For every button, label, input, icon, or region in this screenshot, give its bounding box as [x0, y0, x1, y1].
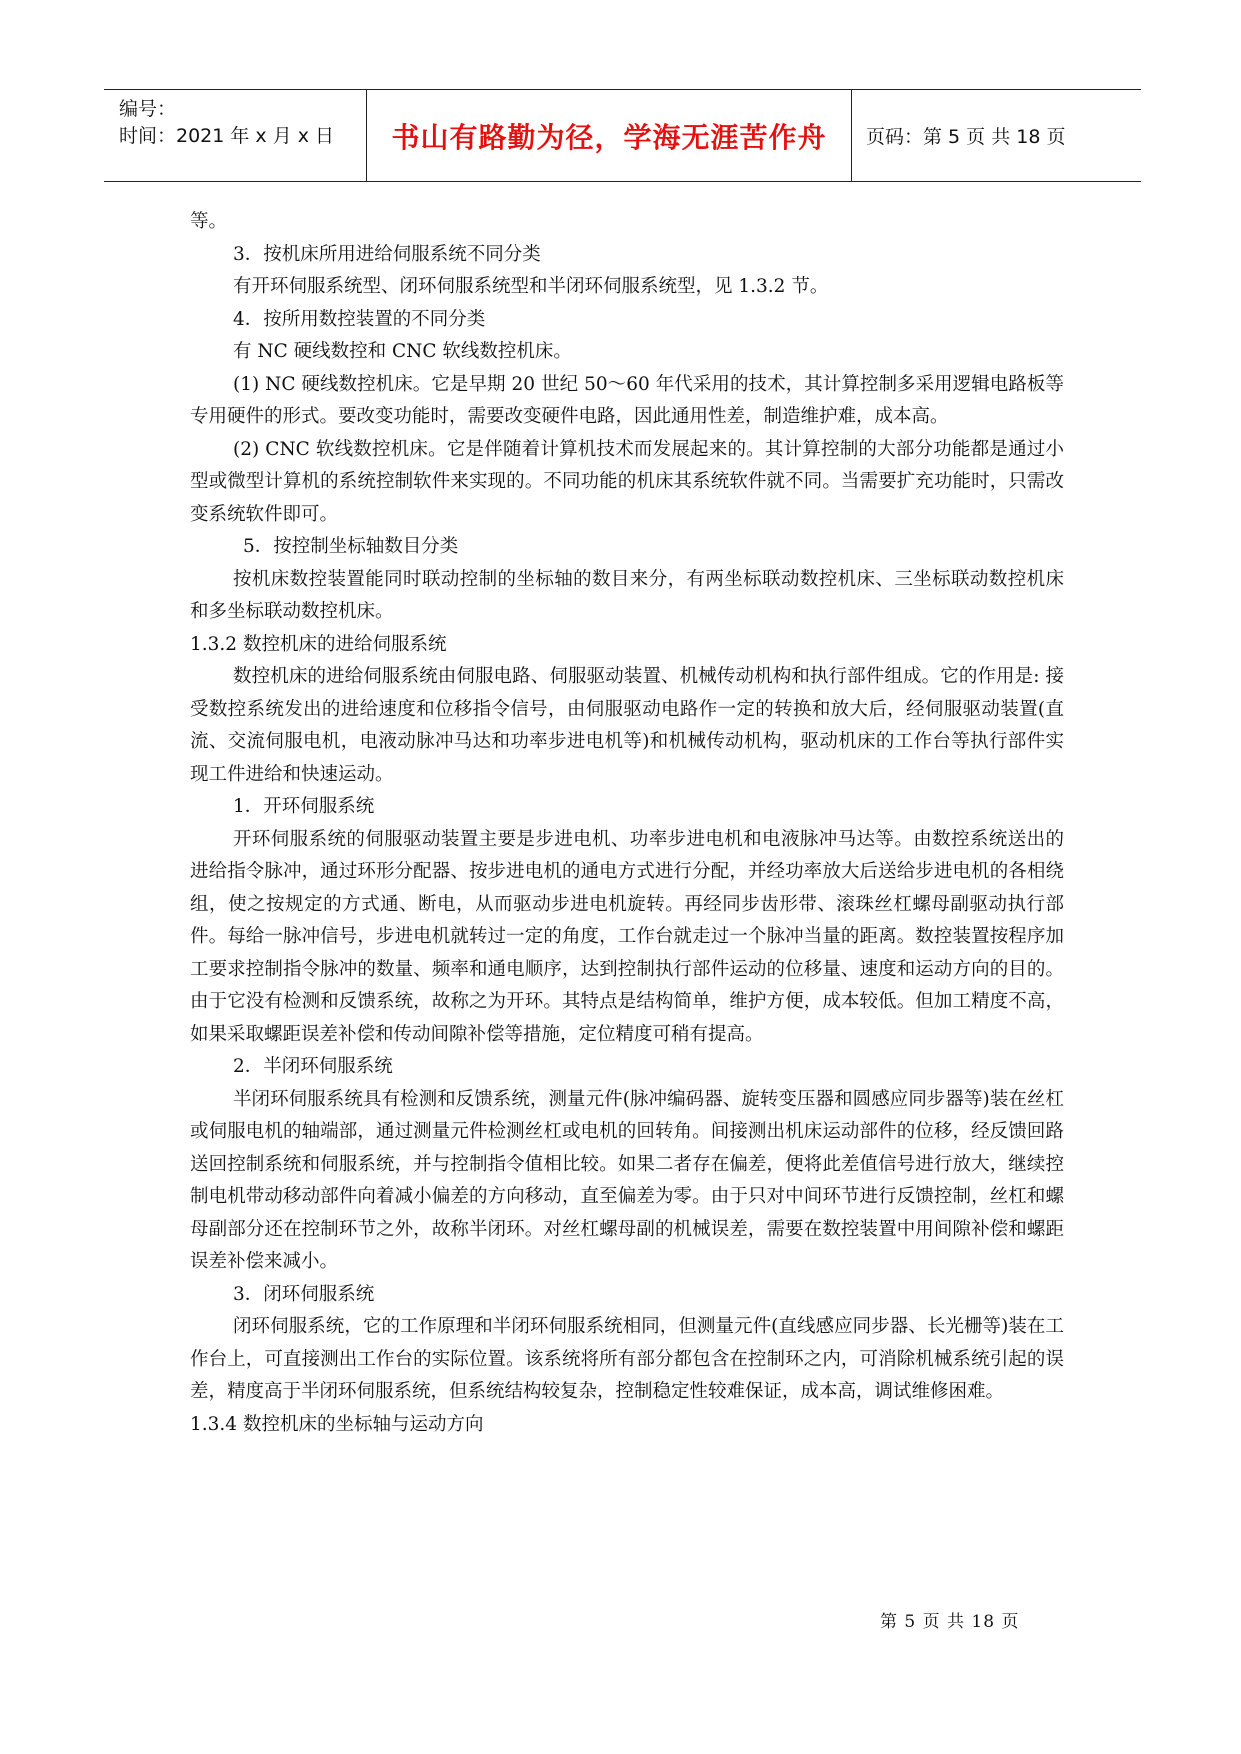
subsection-heading: 1.3.4 数控机床的坐标轴与运动方向	[190, 1413, 484, 1435]
document-body	[190, 206, 1064, 1441]
header-page-cell	[852, 90, 1141, 181]
list-item: (2) CNC 软线数控机床。它是伴随着计算机技术而发展起来的。其计算控制的大部分功能都是通过小型或微型计算机的系统控制软件来实现的。不同功能的机床其系统软件就不同。当需要扩充功能时，只需改变系统软件即可。	[190, 438, 1064, 525]
header-info-cell	[104, 90, 367, 181]
paragraph: 数控机床的进给伺服系统由伺服电路、伺服驱动装置、机械传动机构和执行部件组成。它的作用是: 接受数控系统发出的进给速度和位移指令信号，由伺服驱动电路作一定的转换和放大后，经伺服驱动装置(直流、交流伺服电机，电液动脉冲马达和功率步进电机等)和机械传动机构，驱动机床的工作台等执行部件实现工件进给和快速运动。	[190, 666, 1064, 785]
section-heading: 3．按机床所用进给伺服系统不同分类	[233, 243, 541, 265]
page-header	[104, 89, 1141, 182]
document-number-label: 编号：	[119, 98, 177, 120]
document-date-label: 时间：2021 年 x 月 x 日	[119, 125, 335, 147]
paragraph: 按机床数控装置能同时联动控制的坐标轴的数目来分，有两坐标联动数控机床、三坐标联动数控机床和多坐标联动数控机床。	[190, 568, 1064, 622]
paragraph: 闭环伺服系统，它的工作原理和半闭环伺服系统相同，但测量元件(直线感应同步器、长光栅等)装在工作台上，可直接测出工作台的实际位置。该系统将所有部分都包含在控制环之内，可消除机械系统引起的误差，精度高于半闭环伺服系统，但系统结构较复杂，控制稳定性较难保证，成本高，调试维修困难。	[190, 1316, 1064, 1402]
paragraph: 半闭环伺服系统具有检测和反馈系统，测量元件(脉冲编码器、旋转变压器和圆感应同步器等)装在丝杠或伺服电机的轴端部，通过测量元件检测丝杠或电机的回转角。间接测出机床运动部件的位移，经反馈回路送回控制系统和伺服系统，并与控制指令值相比较。如果二者存在偏差，便将此差值信号进行放大，继续控制电机带动移动部件向着减小偏差的方向移动，直至偏差为零。由于只对中间环节进行反馈控制，丝杠和螺母副部分还在控制环节之外，故称半闭环。对丝杠螺母副的机械误差，需要在数控装置中用间隙补偿和螺距误差补偿来减小。	[190, 1088, 1064, 1272]
section-heading: 3．闭环伺服系统	[233, 1283, 375, 1305]
section-heading: 4．按所用数控装置的不同分类	[233, 308, 486, 330]
section-heading: 1．开环伺服系统	[233, 796, 375, 817]
page-footer: 第 5 页 共 18 页	[880, 1612, 1020, 1632]
paragraph: 有 NC 硬线数控和 CNC 软线数控机床。	[233, 341, 572, 362]
header-motto: 书山有路勤为径，学海无涯苦作舟	[391, 120, 827, 154]
header-page-label: 页码：第 5 页 共 18 页	[866, 126, 1066, 148]
paragraph: 有开环伺服系统型、闭环伺服系统型和半闭环伺服系统型，见 1.3.2 节。	[233, 276, 829, 297]
subsection-heading: 1.3.2 数控机床的进给伺服系统	[190, 633, 447, 655]
paragraph: 等。	[190, 211, 228, 232]
section-heading: 5．按控制坐标轴数目分类	[243, 536, 459, 557]
section-heading: 2．半闭环伺服系统	[233, 1056, 393, 1077]
header-motto-cell	[367, 90, 852, 181]
list-item: (1) NC 硬线数控机床。它是早期 20 世纪 50～60 年代采用的技术，其计算控制多采用逻辑电路板等专用硬件的形式。要改变功能时，需要改变硬件电路，因此通用性差，制造维护难，成本高。	[190, 373, 1064, 427]
paragraph: 开环伺服系统的伺服驱动装置主要是步进电机、功率步进电机和电液脉冲马达等。由数控系统送出的进给指令脉冲，通过环形分配器、按步进电机的通电方式进行分配，并经功率放大后送给步进电机的各相绕组，使之按规定的方式通、断电，从而驱动步进电机旋转。再经同步齿形带、滚珠丝杠螺母副驱动执行部件。每给一脉冲信号，步进电机就转过一定的角度，工作台就走过一个脉冲当量的距离。数控装置按程序加工要求控制指令脉冲的数量、频率和通电顺序，达到控制执行部件运动的位移量、速度和运动方向的目的。由于它没有检测和反馈系统，故称之为开环。其特点是结构简单，维护方便，成本较低。但加工精度不高，如果采取螺距误差补偿和传动间隙补偿等措施，定位精度可稍有提高。	[190, 828, 1064, 1045]
